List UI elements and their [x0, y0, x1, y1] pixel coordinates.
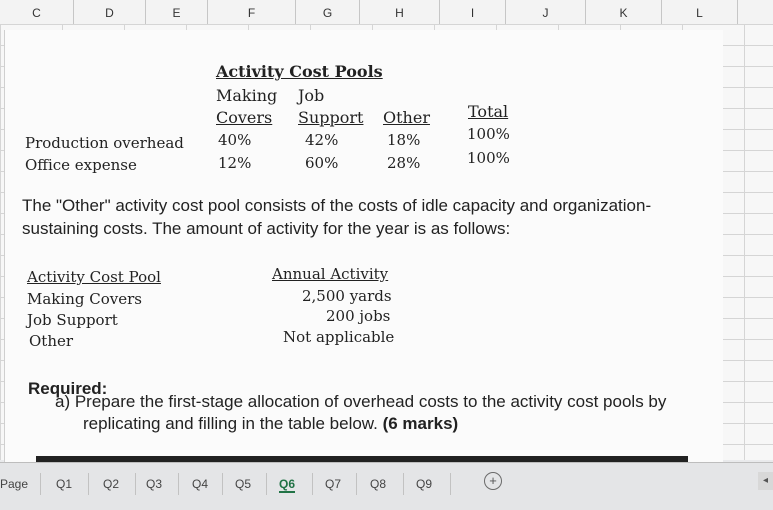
- tab-divider: [178, 473, 179, 495]
- column-header-k[interactable]: K: [586, 0, 662, 24]
- column-header-h[interactable]: H: [360, 0, 440, 24]
- tab-divider: [403, 473, 404, 495]
- tab-q8[interactable]: Q8: [370, 477, 387, 491]
- paragraph-line-1: The "Other" activity cost pool consists of the costs of idle capacity and organization-: [22, 196, 652, 215]
- tab-divider: [266, 473, 267, 495]
- paragraph-line-2: sustaining costs. The amount of activity for the year is as follows:: [22, 219, 511, 238]
- header-job: Job: [298, 86, 325, 105]
- sheet-tab-bar: [0, 462, 773, 510]
- column-header-j[interactable]: J: [506, 0, 586, 24]
- tab-q1[interactable]: Q1: [56, 477, 73, 491]
- header-making: Making: [216, 86, 278, 105]
- required-heading: Required:: [28, 379, 108, 398]
- activity-pool-job-support: Job Support: [27, 311, 118, 329]
- tab-divider: [40, 473, 41, 495]
- activity-header-annual: Annual Activity: [272, 265, 389, 283]
- cell-office-making: 12%: [218, 154, 252, 172]
- activity-pool-making-covers: Making Covers: [27, 290, 142, 308]
- header-total: Total: [468, 102, 509, 121]
- header-support: Support: [298, 108, 364, 127]
- activity-value-job-support: 200 jobs: [326, 307, 391, 325]
- required-marks: (6 marks): [382, 414, 459, 433]
- activity-pool-other: Other: [29, 332, 74, 350]
- cell-office-other: 28%: [387, 154, 421, 172]
- activity-value-making-covers: 2,500 yards: [302, 287, 392, 305]
- column-header-c[interactable]: C: [0, 0, 74, 24]
- add-sheet-icon[interactable]: +: [484, 472, 502, 490]
- column-header-d[interactable]: D: [74, 0, 146, 24]
- required-line-1: a) Prepare the first-stage allocation of overhead costs to the activity cost pools by: [55, 392, 667, 411]
- tab-divider: [450, 473, 451, 495]
- tab-divider: [222, 473, 223, 495]
- sheet-nav-label[interactable]: Page: [0, 477, 29, 491]
- row-label-office-expense: Office expense: [25, 156, 137, 174]
- cell-office-total: 100%: [467, 149, 510, 167]
- tab-q5[interactable]: Q5: [235, 477, 252, 491]
- activity-value-other: Not applicable: [283, 328, 395, 346]
- tab-divider: [356, 473, 357, 495]
- column-header-e[interactable]: E: [146, 0, 208, 24]
- activity-header-pool: Activity Cost Pool: [27, 268, 161, 286]
- cell-office-job: 60%: [305, 154, 339, 172]
- column-header-l[interactable]: L: [662, 0, 738, 24]
- column-header-f[interactable]: F: [208, 0, 296, 24]
- tab-q3[interactable]: Q3: [146, 477, 163, 491]
- pools-title: Activity Cost Pools: [216, 62, 383, 81]
- header-other: Other: [383, 108, 430, 127]
- header-covers: Covers: [216, 108, 273, 127]
- tab-q9[interactable]: Q9: [416, 477, 433, 491]
- column-header-i[interactable]: I: [440, 0, 506, 24]
- tab-q6[interactable]: Q6: [279, 477, 296, 491]
- tab-divider: [312, 473, 313, 495]
- row-label-production-overhead: Production overhead: [25, 134, 184, 152]
- cell-production-making: 40%: [218, 131, 252, 149]
- tab-divider: [88, 473, 89, 495]
- cell-production-other: 18%: [387, 131, 421, 149]
- column-header-bar: [0, 0, 773, 25]
- required-line-2: [83, 414, 458, 434]
- tab-q2[interactable]: Q2: [103, 477, 120, 491]
- tab-q7[interactable]: Q7: [325, 477, 342, 491]
- required-line-2-text: replicating and filling in the table below.: [83, 414, 383, 433]
- tab-divider: [135, 473, 136, 495]
- cell-production-job: 42%: [305, 131, 339, 149]
- scroll-right-icon[interactable]: ◂: [758, 472, 773, 490]
- cell-production-total: 100%: [467, 125, 510, 143]
- column-header-g[interactable]: G: [296, 0, 360, 24]
- tab-q4[interactable]: Q4: [192, 477, 209, 491]
